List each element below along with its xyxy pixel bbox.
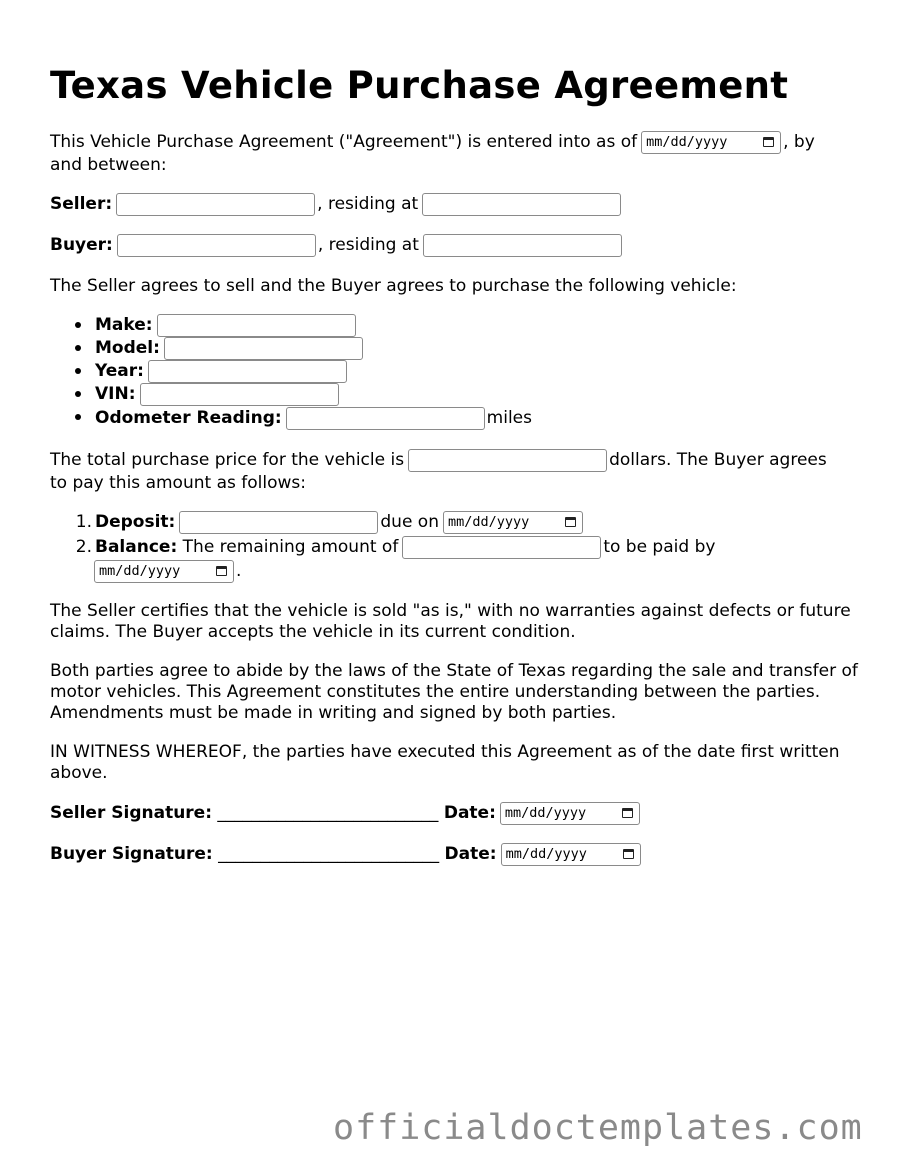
calendar-icon[interactable] [565, 517, 576, 527]
intro-text: This Vehicle Purchase Agreement ("Agreement") is entered into as of [50, 132, 638, 152]
model-input[interactable] [164, 337, 363, 360]
vin-row: VIN: [95, 382, 341, 406]
seller-signature-row: Seller Signature: __________________________ Date: mm/dd/yyyy [50, 801, 642, 825]
calendar-icon[interactable] [216, 566, 227, 576]
document-title: Texas Vehicle Purchase Agreement [50, 64, 789, 107]
buyer-signature-row: Buyer Signature: __________________________ Date: mm/dd/yyyy [50, 842, 643, 866]
buyer-name-input[interactable] [117, 234, 316, 257]
buyer-label: Buyer: [50, 235, 113, 255]
vehicle-intro: The Seller agrees to sell and the Buyer agrees to purchase the following vehicle: [50, 276, 737, 296]
agreement-date-input[interactable]: mm/dd/yyyy [641, 131, 781, 154]
list-number: 1. [75, 512, 92, 532]
price-row: The total purchase price for the vehicle is dollars. The Buyer agrees [50, 450, 827, 470]
calendar-icon[interactable] [622, 808, 633, 818]
footer-watermark: officialdoctemplates.com [333, 1108, 863, 1148]
witness-clause: IN WITNESS WHEREOF, the parties have executed this Agreement as of the date first written above. [50, 742, 840, 783]
intro-line: This Vehicle Purchase Agreement ("Agreement") is entered into as of mm/dd/yyyy , by [50, 132, 815, 152]
seller-signature-line[interactable]: __________________________ [217, 803, 439, 823]
make-row: Make: [95, 313, 358, 337]
bullet-icon [75, 322, 81, 328]
seller-address-input[interactable] [422, 193, 621, 216]
balance-date-row: mm/dd/yyyy . [90, 559, 241, 583]
balance-input[interactable] [402, 536, 601, 559]
seller-row: Seller: , residing at [50, 192, 623, 216]
year-row: Year: [95, 359, 349, 383]
list-number: 2. [75, 537, 92, 557]
seller-date-input[interactable]: mm/dd/yyyy [500, 802, 640, 825]
balance-date-input[interactable]: mm/dd/yyyy [94, 560, 234, 583]
odometer-row: Odometer Reading: miles [95, 408, 532, 428]
seller-name-input[interactable] [116, 193, 315, 216]
buyer-signature-line[interactable]: __________________________ [218, 844, 440, 864]
price-input[interactable] [408, 449, 607, 472]
bullet-icon [75, 345, 81, 351]
calendar-icon[interactable] [763, 137, 774, 147]
year-input[interactable] [148, 360, 347, 383]
vin-input[interactable] [140, 383, 339, 406]
buyer-address-input[interactable] [423, 234, 622, 257]
price-line-2: to pay this amount as follows: [50, 473, 306, 493]
seller-label: Seller: [50, 194, 113, 214]
intro-line-2: and between: [50, 155, 167, 175]
make-input[interactable] [157, 314, 356, 337]
governing-law-clause: Both parties agree to abide by the laws of the State of Texas regarding the sale and transfer of motor vehicles. This Agreement constitutes the entire understanding between the parties. Amendments must be made in writing and signed by both parties. [50, 661, 858, 723]
bullet-icon [75, 414, 81, 420]
deposit-date-input[interactable]: mm/dd/yyyy [443, 511, 583, 534]
model-row: Model: [95, 336, 365, 360]
odometer-input[interactable] [286, 407, 485, 430]
buyer-row: Buyer: , residing at [50, 233, 624, 257]
bullet-icon [75, 368, 81, 374]
as-is-clause: The Seller certifies that the vehicle is sold "as is," with no warranties against defects or future claims. The Buyer accepts the vehicle in its current condition. [50, 601, 851, 642]
calendar-icon[interactable] [623, 849, 634, 859]
deposit-row: Deposit: due on mm/dd/yyyy [95, 510, 585, 534]
balance-row: Balance: The remaining amount of to be paid by [95, 537, 716, 557]
buyer-date-input[interactable]: mm/dd/yyyy [501, 843, 641, 866]
bullet-icon [75, 391, 81, 397]
deposit-input[interactable] [179, 511, 378, 534]
